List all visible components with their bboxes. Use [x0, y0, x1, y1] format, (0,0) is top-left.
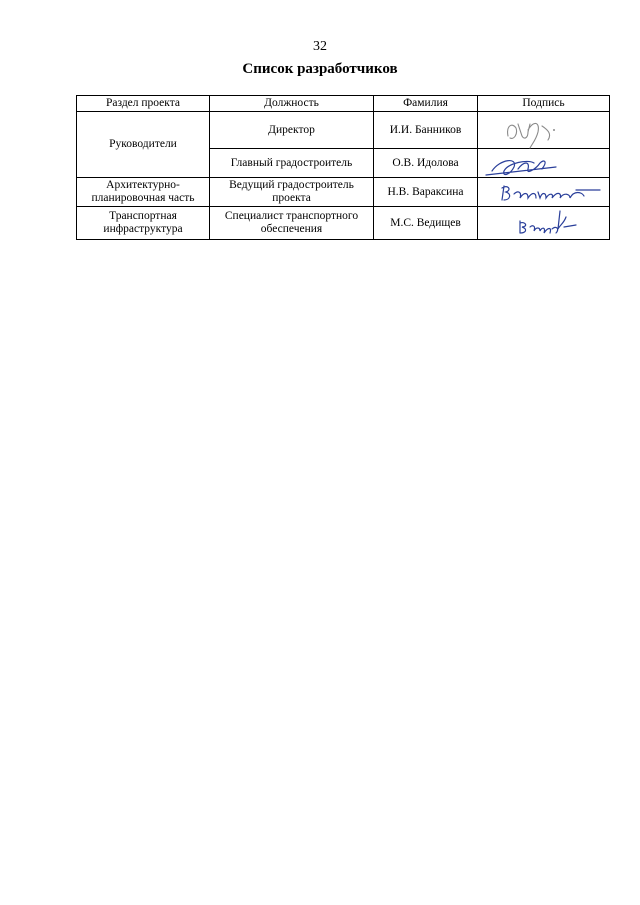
- position-cell: Главный градостроитель: [210, 149, 374, 178]
- position-cell: Директор: [210, 112, 374, 149]
- header-position: Должность: [210, 96, 374, 112]
- developers-table: [76, 95, 610, 240]
- table-row: [77, 112, 610, 149]
- signature-cell: [478, 112, 610, 149]
- surname-cell: Н.В. Вараксина: [374, 178, 478, 207]
- surname-cell: М.С. Ведищев: [374, 207, 478, 240]
- signature-cell: [478, 149, 610, 178]
- signature-image: [478, 207, 610, 239]
- document-title: Список разработчиков: [242, 61, 398, 77]
- signature-image: [478, 149, 610, 177]
- header-signature: Подпись: [478, 96, 610, 112]
- header-section: Раздел проекта: [77, 96, 210, 112]
- page-number: 32: [313, 39, 327, 54]
- signature-image: [478, 178, 610, 206]
- position-cell: Ведущий градостроитель проекта: [210, 178, 374, 207]
- header-surname: Фамилия: [374, 96, 478, 112]
- surname-cell: О.В. Идолова: [374, 149, 478, 178]
- table-row: [77, 207, 610, 240]
- signature-cell: [478, 178, 610, 207]
- section-cell: Архитектурно-планировочная часть: [77, 178, 210, 207]
- table-header-row: [77, 96, 610, 112]
- signature-cell: [478, 207, 610, 240]
- surname-cell: И.И. Банников: [374, 112, 478, 149]
- position-cell: Специалист транспортного обеспечения: [210, 207, 374, 240]
- table-row: [77, 178, 610, 207]
- section-cell: Руководители: [77, 112, 210, 178]
- section-cell: Транспортная инфраструктура: [77, 207, 210, 240]
- signature-image: [478, 112, 610, 148]
